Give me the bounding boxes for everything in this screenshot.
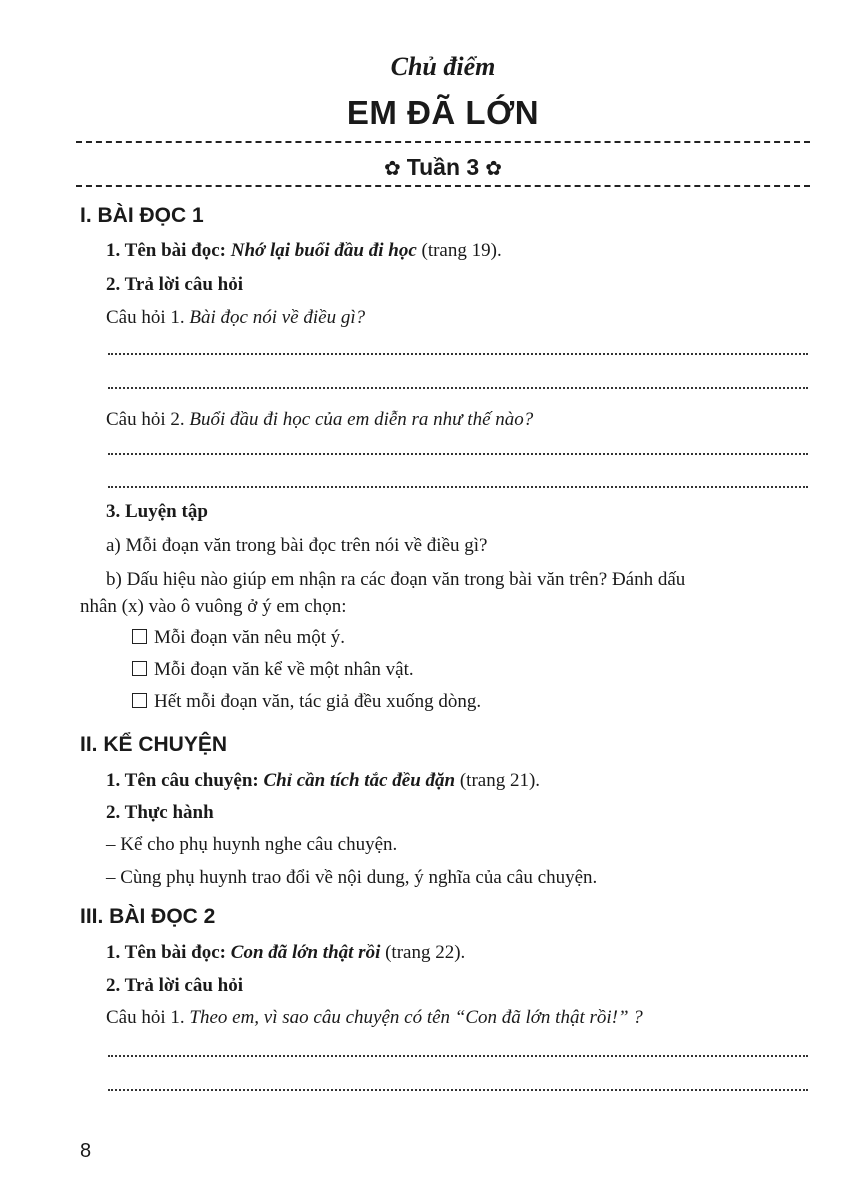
reading-title-line <box>106 942 465 964</box>
question-label: Câu hỏi 2. <box>106 409 185 430</box>
item-label: 2. Thực hành <box>106 802 214 823</box>
page-reference: (trang 22). <box>385 942 466 963</box>
flower-icon: ✿ <box>485 158 502 180</box>
reading-title-line <box>106 240 502 262</box>
item-label: 2. Trả lời câu hỏi <box>106 975 244 996</box>
checkbox-option <box>132 691 481 713</box>
page-number: 8 <box>80 1140 92 1162</box>
header-divider-top <box>76 141 810 143</box>
item-label: 3. Luyện tập <box>106 501 208 522</box>
exercise-b-line2: nhân (x) vào ô vuông ở ý em chọn: <box>80 596 347 617</box>
question-label: Câu hỏi 1. <box>106 1007 185 1028</box>
item-label: 1. Tên bài đọc: <box>106 240 227 261</box>
answer-line[interactable] <box>108 387 808 389</box>
week-heading <box>0 154 864 181</box>
question-text: Bài đọc nói về điều gì? <box>189 307 366 328</box>
story-title: Chỉ cần tích tắc đều đặn <box>263 770 456 791</box>
checkbox-option <box>132 627 345 649</box>
item-label: 1. Tên bài đọc: <box>106 942 227 963</box>
reading-title: Con đã lớn thật rồi <box>230 942 381 963</box>
section-title: I. BÀI ĐỌC 1 <box>80 204 204 227</box>
exercise-a: a) Mỗi đoạn văn trong bài đọc trên nói về điều gì? <box>106 535 488 556</box>
question-text: Theo em, vì sao câu chuyện có tên “Con đã lớn thật rồi!” ? <box>189 1007 643 1028</box>
answer-line[interactable] <box>108 353 808 355</box>
checkbox[interactable] <box>132 661 147 676</box>
section-title: II. KỂ CHUYỆN <box>80 733 228 756</box>
question-text: Buổi đầu đi học của em diễn ra như thế nào? <box>189 409 534 430</box>
page-reference: (trang 21). <box>459 770 541 791</box>
practice-bullet: – Cùng phụ huynh trao đổi về nội dung, ý nghĩa của câu chuyện. <box>106 867 598 888</box>
question-line <box>106 409 533 431</box>
story-title-line <box>106 770 540 792</box>
week-label: Tuần 3 <box>406 154 480 180</box>
answer-line[interactable] <box>108 453 808 455</box>
checkbox[interactable] <box>132 693 147 708</box>
option-label: Mỗi đoạn văn kể về một nhân vật. <box>154 659 414 680</box>
checkbox[interactable] <box>132 629 147 644</box>
question-label: Câu hỏi 1. <box>106 307 185 328</box>
checkbox-option <box>132 659 414 681</box>
item-label: 1. Tên câu chuyện: <box>106 770 259 791</box>
exercise-b-line1: b) Dấu hiệu nào giúp em nhận ra các đoạn văn trong bài văn trên? Đánh dấu <box>106 569 686 590</box>
answer-line[interactable] <box>108 1055 808 1057</box>
option-label: Hết mỗi đoạn văn, tác giả đều xuống dòng. <box>154 691 482 712</box>
theme-label: Chủ điểm <box>390 52 496 81</box>
page-reference: (trang 19). <box>421 240 502 261</box>
question-line <box>106 1007 643 1029</box>
practice-bullet: – Kể cho phụ huynh nghe câu chuyện. <box>106 834 398 855</box>
answer-line[interactable] <box>108 1089 808 1091</box>
theme-title: EM ĐÃ LỚN <box>346 94 540 131</box>
option-label: Mỗi đoạn văn nêu một ý. <box>154 627 346 648</box>
section-title: III. BÀI ĐỌC 2 <box>80 905 216 928</box>
header-divider-bottom <box>76 185 810 187</box>
flower-icon: ✿ <box>384 158 401 180</box>
item-label: 2. Trả lời câu hỏi <box>106 274 244 295</box>
question-line <box>106 307 365 329</box>
answer-line[interactable] <box>108 486 808 488</box>
reading-title: Nhớ lại buổi đầu đi học <box>230 240 417 261</box>
